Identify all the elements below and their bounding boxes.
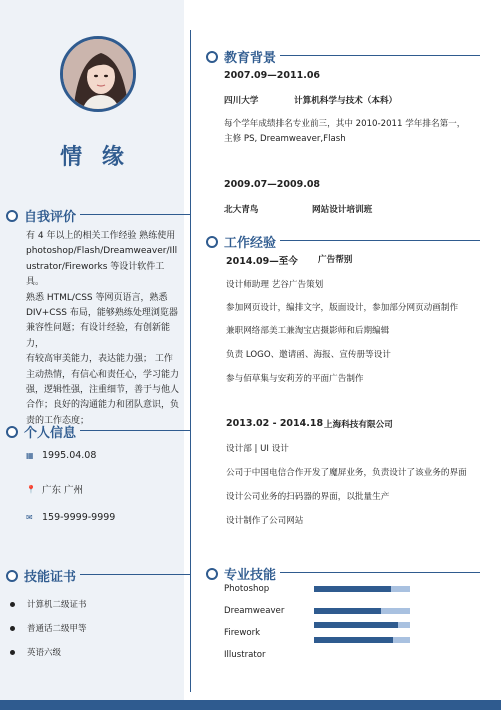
bullet-icon [10,650,15,655]
skill-bar [314,622,410,628]
skill-fill [314,586,391,592]
avatar [60,36,136,112]
job-period: 2013.02 - 2014.18 [226,418,324,429]
evaluation-text: 有 4 年以上的相关工作经验 熟练使用 photoshop/Flash/Dreamweaver/Ill ustrator/Fireworks 等设计软件工具。 熟悉 HTML/CSS 等网页语言，熟悉 DIV+CSS 布局，能够熟练处理浏览器 兼容性问题；有设计经验，有创新能力， 有较高审美能力，表达能力强； 工作 主动热情，有信心和责任心，学习能力 强，逻辑性强，注重细节，善于与他人 合作；良好的沟通能力和团队意识，负 责的工作态度； [26,231,180,426]
job-duty: 参与佰草集与安莉芳的平面广告制作 [226,374,364,384]
section-title-skills: 专业技能 [206,564,276,583]
section-title-work: 工作经验 [206,232,276,251]
circle-icon [6,570,18,582]
edu-major: 网站设计培训班 [312,205,373,215]
bottom-bar [0,700,501,710]
job-duty: 兼职网络部美工兼淘宝店摄影师和后期编辑 [226,326,390,336]
job-duty: 设计制作了公司网站 [226,516,304,526]
edu-period: 2007.09—2011.06 [224,70,321,81]
job-role: 设计师助理 艺谷广告策划 [226,280,324,290]
job-duty: 负责 LOGO、邀请函、海报、宣传册等设计 [226,350,391,360]
section-line [80,214,190,215]
edu-school: 北大青鸟 [224,205,259,215]
circle-icon [206,51,218,63]
section-line [280,55,480,56]
job-company: 广告帮别 [318,255,353,265]
job-period: 2014.09—至今 [226,256,298,267]
circle-icon [206,236,218,248]
vertical-divider [190,30,191,692]
skill-bar [314,586,410,592]
skill-bar [314,608,410,614]
skill-name: Dreamweaver [224,606,285,616]
skill-fill [314,637,393,643]
calendar-icon: ▦ [26,451,34,460]
location-row: 📍 广东 广州 [26,484,84,496]
section-title-evaluation: 自我评价 [6,206,76,225]
job-role: 设计部 | UI 设计 [226,444,289,454]
skill-bar [314,637,410,643]
mail-icon: ✉ [26,513,33,522]
skill-fill [314,608,381,614]
circle-icon [206,568,218,580]
section-title-education: 教育背景 [206,47,276,66]
cert-item: 英语六级 [10,646,61,658]
circle-icon [6,426,18,438]
edu-school: 四川大学 [224,96,259,106]
job-company: 上海科技有限公司 [324,420,393,430]
location-pin-icon: 📍 [26,484,36,494]
section-line [280,572,480,573]
section-title-personal: 个人信息 [6,422,76,441]
job-duty: 参加网页设计，编排文字，版面设计，参加部分网页动画制作 [226,303,459,313]
section-line [80,430,190,431]
edu-desc: 每个学年成绩排名专业前三，其中 2010-2011 学年排名第一， [224,119,466,129]
cert-item: 计算机二级证书 [10,598,87,610]
skill-fill [314,622,398,628]
job-duty: 设计公司业务的扫码器的界面，以批量生产 [226,492,390,502]
cert-item: 普通话二级甲等 [10,622,87,634]
skill-name: Photoshop [224,584,270,594]
phone-row: ✉ 159-9999-9999 [26,512,116,523]
birthday-row: ▦ 1995.04.08 [26,450,97,461]
bullet-icon [10,602,15,607]
section-line [80,574,190,575]
skill-name: Firework [224,628,261,638]
edu-major: 计算机科学与技术（本科） [294,96,398,106]
skill-name: Illustrator [224,650,266,660]
person-name: 情 缘 [60,145,130,170]
circle-icon [6,210,18,222]
edu-period: 2009.07—2009.08 [224,179,321,190]
section-title-certs: 技能证书 [6,566,76,585]
job-duty: 公司于中国电信合作开发了魔屏业务，负责设计了该业务的界面 [226,468,467,478]
bullet-icon [10,626,15,631]
section-line [280,240,480,241]
edu-desc: 主修 PS, Dreamweaver,Flash [224,134,346,144]
